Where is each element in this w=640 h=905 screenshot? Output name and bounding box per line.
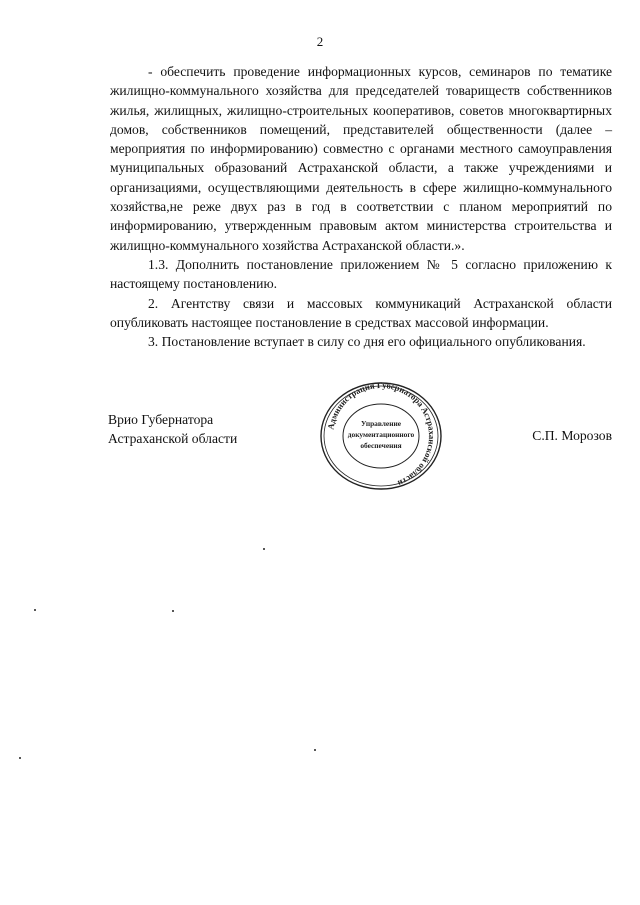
stamp-inner-line3: обеспечения (360, 441, 402, 450)
scan-speck (19, 757, 21, 759)
stamp-inner-line1: Управление (361, 419, 401, 428)
official-stamp (316, 380, 446, 492)
stamp-inner-line2: документационного (347, 430, 415, 439)
paragraph-3: 3. Постановление вступает в силу со дня его официального опубликования. (148, 334, 586, 350)
stamp-outer-text: Администрация Губернатора Астраханской области (325, 380, 438, 489)
page-number: 2 (316, 34, 324, 49)
signatory-name: С.П. Морозов (532, 428, 612, 443)
scan-speck (314, 749, 316, 751)
document-body (110, 62, 612, 351)
signatory-position-line1: Врио Губернатора (108, 412, 214, 427)
paragraph-2: 2. Агентству связи и массовых коммуникаций Астраханской области опубликовать настоящее постановление в средствах массовой информации. (110, 295, 612, 330)
paragraph-information-courses: - обеспечить проведение информационных курсов, семинаров по тематике жилищно-коммунального хозяйства для председателей товариществ собственников жилья, жилищных, жилищно-строительных кооперативов, советов многоквартирных домов, собственников помещений, представителей общественности (далее – мероприятия по информированию) совместно с органами местного самоуправления муниципальных образований Астраханской области, а также учреждениями и организациями, осуществляющими деятельность в сфере жилищно-коммунального хозяйства,не реже двух раз в год в соответствии с планом мероприятий по информированию, утвержденным правовым актом министерства строительства и жилищно-коммунального хозяйства Астраханской области.». (110, 64, 612, 253)
scan-speck (34, 609, 36, 611)
scan-speck (263, 548, 265, 550)
signatory-position (108, 410, 237, 449)
scan-speck (172, 610, 174, 612)
signatory-position-line2: Астраханской области (108, 431, 238, 447)
paragraph-1-3: 1.3. Дополнить постановление приложением № 5 согласно приложению к настоящему постановлению. (110, 256, 612, 292)
